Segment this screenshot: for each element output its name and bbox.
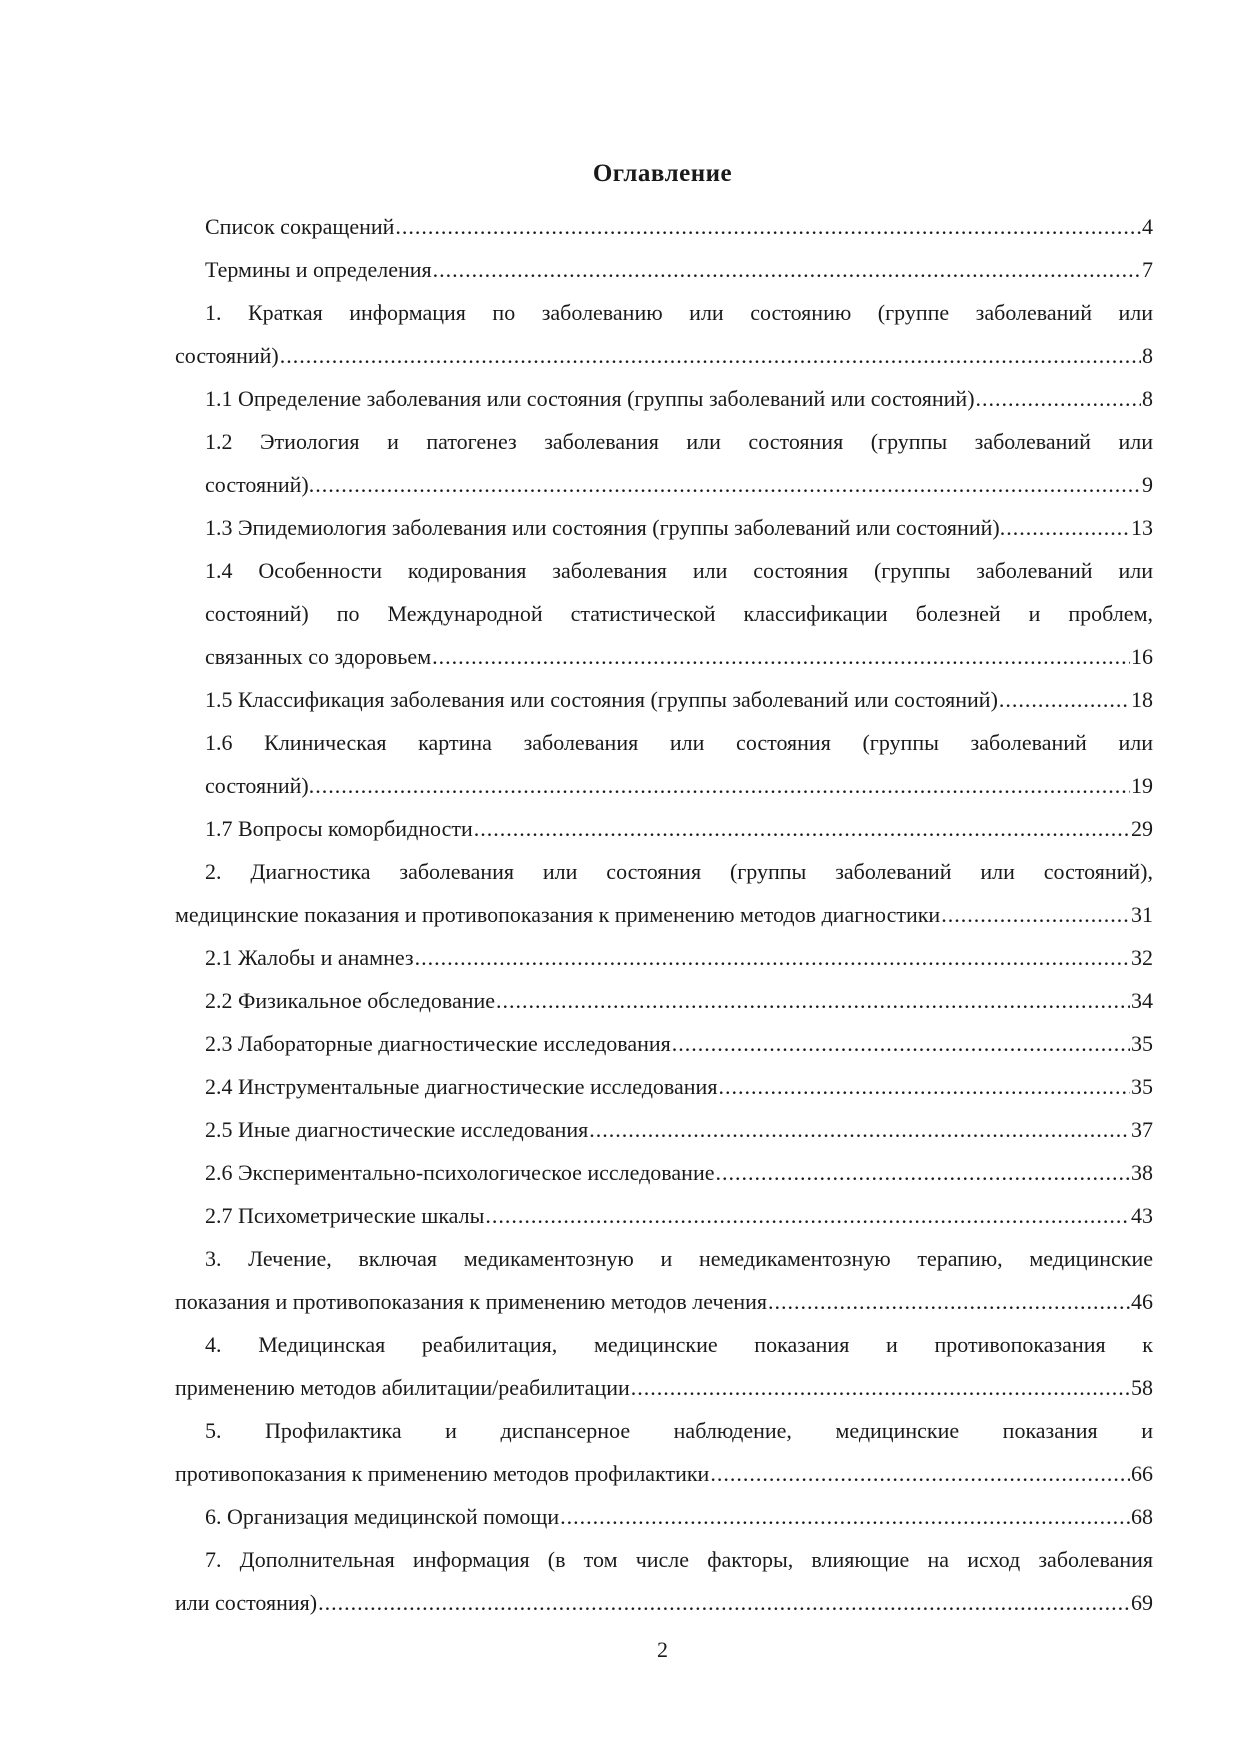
page-number: 2 [657,1637,668,1662]
toc-entry-page-number: 19 [1131,773,1153,798]
toc-title: Оглавление [592,160,733,187]
toc-entry-label: 1.7 Вопросы коморбидности [205,816,473,841]
dot-leader [485,1194,1130,1237]
toc-entry-page-number: 31 [1131,902,1153,927]
toc-entry-s5[interactable] [175,1409,1153,1495]
toc-entry-page-number: 66 [1131,1461,1153,1486]
toc-entry-page-number: 35 [1131,1031,1153,1056]
toc-entry-s1_6[interactable] [175,721,1153,807]
toc-entry-label: 2.4 Инструментальные диагностические исследования [205,1074,718,1099]
toc-entry-page-number: 9 [1142,472,1153,497]
dot-leader [715,1151,1130,1194]
dot-leader [395,205,1141,248]
toc-entry-label: 2.7 Психометрические шкалы [205,1203,485,1228]
toc-entry-page-number: 68 [1131,1504,1153,1529]
toc-entry-label: 1.3 Эпидемиология заболевания или состояния (группы заболеваний или состояний). [205,515,1006,540]
dot-leader [672,1022,1130,1065]
toc-entry-text-line: 7. Дополнительная информация (в том числе факторы, влияющие на исход заболевания [205,1547,1153,1572]
toc-entry-label: состояний) [175,343,279,368]
toc-entry-abbr[interactable] [175,205,1153,248]
toc-entry-s1_5[interactable] [175,678,1153,721]
dot-leader [976,377,1141,420]
toc-entry-page-number: 46 [1131,1289,1153,1314]
dot-leader [941,893,1130,936]
toc-entry-s1_4[interactable] [175,549,1153,678]
toc-entry-page-number: 13 [1131,515,1153,540]
toc-entry-page-number: 35 [1131,1074,1153,1099]
toc-entry-label: применению методов абилитации/реабилитации [175,1375,630,1400]
dot-leader [432,635,1130,678]
toc-entry-page-number: 8 [1142,343,1153,368]
toc-entry-label: 1.1 Определение заболевания или состояния (группы заболеваний или состояний) [205,386,975,411]
toc-entry-label: 2.3 Лабораторные диагностические исследования [205,1031,671,1056]
toc-entry-page-number: 8 [1142,386,1153,411]
toc-entry-s2_4[interactable] [175,1065,1153,1108]
toc-entry-page-number: 34 [1131,988,1153,1013]
toc-entry-page-number: 7 [1142,257,1153,282]
toc-entry-s6[interactable] [175,1495,1153,1538]
toc-entry-s2_5[interactable] [175,1108,1153,1151]
toc-entry-page-number: 37 [1131,1117,1153,1142]
dot-leader [315,463,1141,506]
toc-entry-label: 6. Организация медицинской помощи [205,1504,560,1529]
toc-entry-label: 1.5 Классификация заболевания или состояния (группы заболеваний или состояний) [205,687,998,712]
toc-entry-text-line: 4. Медицинская реабилитация, медицинские показания и противопоказания к [205,1332,1153,1357]
toc-entry-text-line: 3. Лечение, включая медикаментозную и немедикаментозную терапию, медицинские [205,1246,1153,1271]
toc-entry-page-number: 43 [1131,1203,1153,1228]
toc-entry-text-line: 1.4 Особенности кодирования заболевания или состояния (группы заболеваний или [205,558,1153,583]
toc-entry-s2_3[interactable] [175,1022,1153,1065]
dot-leader [560,1495,1130,1538]
toc-entry-label: состояний). [205,773,315,798]
toc-entry-page-number: 29 [1131,816,1153,841]
toc-entry-s3[interactable] [175,1237,1153,1323]
toc-entry-label: Термины и определения [205,257,432,282]
dot-leader [631,1366,1130,1409]
toc-entry-label: 2.6 Экспериментально-психологическое исследование [205,1160,715,1185]
toc-entry-s2_2[interactable] [175,979,1153,1022]
table-of-contents [175,205,1153,1624]
toc-entry-terms[interactable] [175,248,1153,291]
dot-leader [999,678,1130,721]
toc-entry-text-line: 2. Диагностика заболевания или состояния (группы заболеваний или состояний), [205,859,1153,884]
toc-entry-label: противопоказания к применению методов профилактики [175,1461,710,1486]
toc-entry-label: Список сокращений [205,214,395,239]
toc-entry-text-line: 1. Краткая информация по заболеванию или состоянию (группе заболеваний или [205,300,1153,325]
toc-entry-s1_3[interactable] [175,506,1153,549]
dot-leader [589,1108,1130,1151]
toc-entry-s2_6[interactable] [175,1151,1153,1194]
dot-leader [496,979,1130,1022]
dot-leader [415,936,1130,979]
toc-entry-page-number: 18 [1131,687,1153,712]
dot-leader [315,764,1130,807]
toc-entry-s1_7[interactable] [175,807,1153,850]
dot-leader [318,1581,1130,1624]
toc-entry-text-line: 1.2 Этиология и патогенез заболевания или состояния (группы заболеваний или [205,429,1153,454]
toc-entry-s2_7[interactable] [175,1194,1153,1237]
toc-entry-s2_1[interactable] [175,936,1153,979]
toc-entry-text-line: состояний) по Международной статистической классификации болезней и проблем, [205,601,1153,626]
toc-entry-label: 2.2 Физикальное обследование [205,988,496,1013]
toc-entry-label: показания и противопоказания к применению методов лечения [175,1289,768,1314]
toc-entry-page-number: 4 [1142,214,1153,239]
toc-entry-label: медицинские показания и противопоказания к применению методов диагностики [175,902,941,927]
toc-entry-s7[interactable] [175,1538,1153,1624]
toc-entry-s2[interactable] [175,850,1153,936]
toc-entry-label: 2.5 Иные диагностические исследования [205,1117,589,1142]
toc-entry-page-number: 38 [1131,1160,1153,1185]
toc-entry-s1_2[interactable] [175,420,1153,506]
dot-leader [433,248,1141,291]
toc-entry-label: 2.1 Жалобы и анамнез [205,945,414,970]
dot-leader [1006,506,1130,549]
toc-entry-label: связанных со здоровьем [205,644,432,669]
dot-leader [718,1065,1130,1108]
dot-leader [474,807,1130,850]
toc-entry-s4[interactable] [175,1323,1153,1409]
toc-entry-page-number: 58 [1131,1375,1153,1400]
toc-entry-page-number: 69 [1131,1590,1153,1615]
toc-entry-text-line: 5. Профилактика и диспансерное наблюдение, медицинские показания и [205,1418,1153,1443]
toc-entry-label: или состояния) [175,1590,318,1615]
dot-leader [280,334,1141,377]
toc-entry-page-number: 32 [1131,945,1153,970]
dot-leader [710,1452,1130,1495]
toc-entry-page-number: 16 [1131,644,1153,669]
toc-entry-text-line: 1.6 Клиническая картина заболевания или состояния (группы заболеваний или [205,730,1153,755]
toc-entry-label: состояний). [205,472,315,497]
toc-entry-s1[interactable] [175,291,1153,377]
toc-entry-s1_1[interactable] [175,377,1153,420]
dot-leader [768,1280,1130,1323]
